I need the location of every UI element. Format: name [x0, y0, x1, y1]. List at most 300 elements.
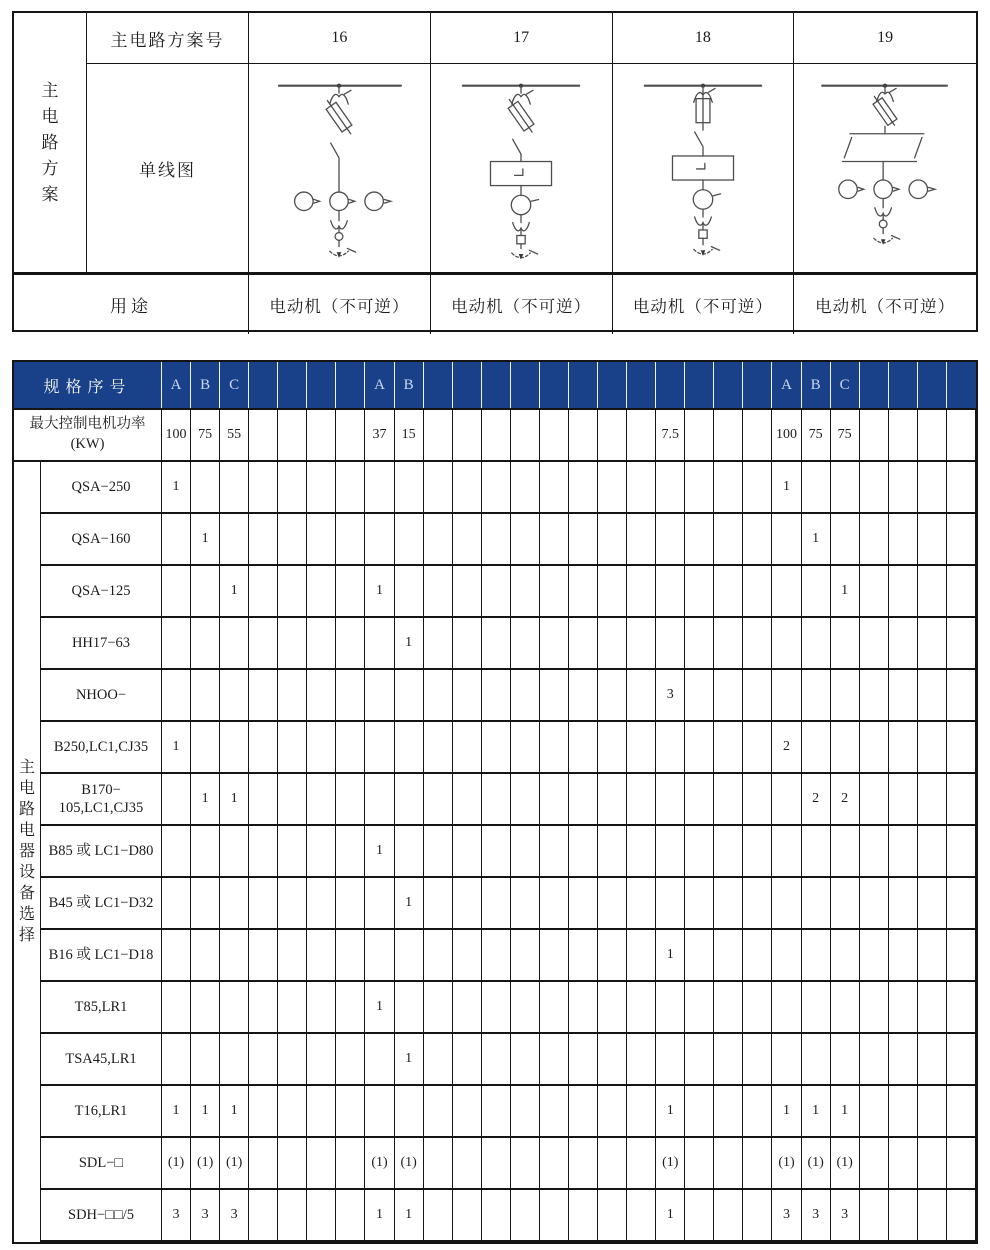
spec-value-cell	[860, 618, 889, 670]
spec-value-cell	[191, 462, 220, 514]
equipment-label: T85,LR1	[41, 982, 162, 1034]
spec-column-letter	[336, 362, 365, 408]
usage-cell-17: 电动机（不可逆）	[431, 275, 613, 334]
spec-column-letter	[540, 362, 569, 408]
spec-value-cell	[453, 774, 482, 826]
spec-value-cell	[772, 670, 801, 722]
spec-value-cell	[860, 514, 889, 566]
power-value-cell: 75	[831, 410, 860, 462]
spec-value-cell	[191, 982, 220, 1034]
spec-value-cell	[598, 774, 627, 826]
spec-value-cell	[424, 878, 453, 930]
spec-value-cell	[482, 774, 511, 826]
spec-value-cell: 1	[831, 1086, 860, 1138]
spec-value-cell	[307, 774, 336, 826]
scheme-no-17: 17	[431, 13, 613, 64]
equipment-label: QSA−250	[41, 462, 162, 514]
spec-value-cell	[802, 462, 831, 514]
spec-value-cell	[889, 930, 918, 982]
spec-value-cell	[395, 1086, 424, 1138]
spec-value-cell	[569, 1034, 598, 1086]
spec-value-cell	[802, 722, 831, 774]
spec-value-cell	[249, 826, 278, 878]
spec-value-cell	[395, 462, 424, 514]
spec-value-cell	[511, 982, 540, 1034]
scheme-vertical-label	[14, 13, 87, 275]
spec-value-cell	[482, 878, 511, 930]
spec-value-cell	[802, 878, 831, 930]
spec-value-cell	[220, 618, 249, 670]
power-value-cell	[569, 410, 598, 462]
spec-value-cell	[511, 566, 540, 618]
spec-value-cell	[889, 514, 918, 566]
spec-value-cell	[831, 930, 860, 982]
spec-value-cell	[278, 774, 307, 826]
spec-value-cell	[714, 722, 743, 774]
power-value-cell	[627, 410, 656, 462]
spec-value-cell	[365, 774, 394, 826]
spec-value-cell	[598, 722, 627, 774]
spec-value-cell	[278, 1138, 307, 1190]
spec-value-cell	[860, 462, 889, 514]
spec-value-cell	[307, 826, 336, 878]
spec-value-cell	[424, 618, 453, 670]
spec-value-cell	[540, 1086, 569, 1138]
spec-value-cell	[831, 618, 860, 670]
spec-value-cell	[511, 462, 540, 514]
spec-value-cell	[511, 1086, 540, 1138]
spec-value-cell	[743, 1190, 772, 1242]
spec-column-letter	[511, 362, 540, 408]
spec-value-cell	[656, 618, 685, 670]
spec-value-cell: 2	[772, 722, 801, 774]
spec-value-cell	[249, 722, 278, 774]
power-value-cell	[511, 410, 540, 462]
spec-value-cell	[802, 618, 831, 670]
spec-value-cell: 1	[395, 878, 424, 930]
spec-value-cell: 3	[162, 1190, 191, 1242]
spec-value-cell	[714, 1086, 743, 1138]
spec-value-cell: (1)	[802, 1138, 831, 1190]
spec-value-cell	[947, 1138, 976, 1190]
spec-value-cell	[278, 1034, 307, 1086]
spec-value-cell	[743, 566, 772, 618]
spec-value-cell	[482, 1034, 511, 1086]
spec-value-cell	[627, 826, 656, 878]
spec-value-cell: 1	[395, 618, 424, 670]
diagram-cell-17	[431, 64, 613, 275]
spec-value-cell	[627, 1190, 656, 1242]
spec-value-cell	[860, 774, 889, 826]
spec-value-cell: 3	[831, 1190, 860, 1242]
spec-value-cell	[307, 462, 336, 514]
spec-value-cell	[772, 514, 801, 566]
spec-value-cell	[365, 670, 394, 722]
spec-value-cell	[540, 618, 569, 670]
spec-value-cell	[918, 670, 947, 722]
spec-value-cell	[627, 722, 656, 774]
spec-value-cell	[743, 930, 772, 982]
spec-column-letter	[249, 362, 278, 408]
spec-value-cell: (1)	[656, 1138, 685, 1190]
spec-value-cell: 1	[162, 722, 191, 774]
power-value-cell	[540, 410, 569, 462]
spec-value-cell: 2	[802, 774, 831, 826]
spec-value-cell	[714, 566, 743, 618]
spec-value-cell	[191, 930, 220, 982]
spec-value-cell	[540, 774, 569, 826]
spec-value-cell	[569, 878, 598, 930]
spec-value-cell	[336, 670, 365, 722]
spec-value-cell	[656, 826, 685, 878]
spec-value-cell	[191, 722, 220, 774]
power-value-cell	[918, 410, 947, 462]
spec-column-letter: A	[772, 362, 801, 408]
spec-value-cell	[249, 618, 278, 670]
usage-cell-18: 电动机（不可逆）	[613, 275, 795, 334]
usage-cell-16: 电动机（不可逆）	[249, 275, 431, 334]
spec-column-letter	[918, 362, 947, 408]
spec-value-cell	[365, 878, 394, 930]
spec-column-letter	[627, 362, 656, 408]
spec-value-cell	[278, 982, 307, 1034]
spec-value-cell	[627, 982, 656, 1034]
spec-value-cell	[918, 1190, 947, 1242]
spec-value-cell	[802, 1034, 831, 1086]
spec-value-cell	[482, 826, 511, 878]
scheme-no-19: 19	[794, 13, 976, 64]
vertical-label-char: 电	[41, 107, 59, 126]
spec-value-cell	[307, 566, 336, 618]
spec-value-cell	[918, 514, 947, 566]
spec-value-cell	[191, 670, 220, 722]
spec-column-letter: C	[220, 362, 249, 408]
spec-value-cell	[627, 930, 656, 982]
spec-value-cell	[947, 670, 976, 722]
spec-value-cell	[278, 514, 307, 566]
spec-column-letter	[424, 362, 453, 408]
spec-value-cell	[918, 1086, 947, 1138]
spec-value-cell	[336, 618, 365, 670]
spec-value-cell	[307, 1034, 336, 1086]
vertical-label-char: 主	[41, 81, 59, 100]
spec-value-cell	[685, 774, 714, 826]
spec-value-cell	[249, 670, 278, 722]
spec-value-cell: 1	[162, 462, 191, 514]
spec-value-cell	[947, 1190, 976, 1242]
spec-value-cell	[424, 982, 453, 1034]
spec-column-letter: B	[802, 362, 831, 408]
spec-value-cell: 3	[191, 1190, 220, 1242]
spec-value-cell	[511, 930, 540, 982]
equipment-label: SDH−□□/5	[41, 1190, 162, 1242]
spec-value-cell	[307, 1086, 336, 1138]
spec-value-cell	[249, 462, 278, 514]
spec-value-cell: 3	[772, 1190, 801, 1242]
spec-value-cell	[831, 514, 860, 566]
power-value-cell	[685, 410, 714, 462]
spec-value-cell	[162, 930, 191, 982]
spec-value-cell	[831, 826, 860, 878]
spec-value-cell	[307, 1138, 336, 1190]
spec-value-cell	[453, 1138, 482, 1190]
spec-value-cell	[249, 1138, 278, 1190]
spec-value-cell	[220, 826, 249, 878]
spec-value-cell	[860, 878, 889, 930]
spec-value-cell	[598, 1138, 627, 1190]
spec-value-cell	[714, 774, 743, 826]
spec-value-cell	[336, 1138, 365, 1190]
spec-value-cell: (1)	[831, 1138, 860, 1190]
spec-value-cell	[918, 722, 947, 774]
spec-value-cell: 3	[802, 1190, 831, 1242]
spec-value-cell	[307, 982, 336, 1034]
spec-value-cell	[685, 1086, 714, 1138]
spec-value-cell	[918, 1034, 947, 1086]
spec-value-cell	[889, 1034, 918, 1086]
spec-value-cell	[162, 878, 191, 930]
spec-value-cell	[860, 1034, 889, 1086]
spec-value-cell	[453, 618, 482, 670]
spec-value-cell	[947, 1034, 976, 1086]
spec-value-cell	[569, 1086, 598, 1138]
spec-value-cell	[453, 514, 482, 566]
spec-value-cell	[162, 774, 191, 826]
spec-value-cell	[656, 1034, 685, 1086]
spec-value-cell	[278, 878, 307, 930]
spec-value-cell	[860, 826, 889, 878]
spec-value-cell	[918, 930, 947, 982]
spec-value-cell	[540, 1190, 569, 1242]
spec-value-cell	[656, 878, 685, 930]
spec-value-cell	[540, 722, 569, 774]
spec-value-cell	[685, 1034, 714, 1086]
spec-value-cell	[918, 566, 947, 618]
diagram-cell-19	[794, 64, 976, 275]
spec-value-cell	[453, 878, 482, 930]
spec-value-cell	[743, 1138, 772, 1190]
spec-value-cell	[714, 878, 743, 930]
spec-value-cell: 1	[220, 1086, 249, 1138]
spec-value-cell: 1	[772, 462, 801, 514]
spec-value-cell	[220, 670, 249, 722]
spec-value-cell	[307, 878, 336, 930]
spec-value-cell	[278, 566, 307, 618]
spec-value-cell: 1	[656, 930, 685, 982]
spec-value-cell	[860, 1190, 889, 1242]
spec-value-cell	[860, 722, 889, 774]
vertical-label-char: 电	[18, 780, 35, 797]
spec-value-cell	[191, 618, 220, 670]
spec-value-cell	[191, 878, 220, 930]
spec-column-letter: B	[191, 362, 220, 408]
spec-value-cell	[860, 1086, 889, 1138]
power-value-cell	[307, 410, 336, 462]
spec-value-cell	[743, 462, 772, 514]
spec-value-cell	[743, 878, 772, 930]
spec-value-cell	[889, 1086, 918, 1138]
spec-value-cell	[947, 722, 976, 774]
spec-value-cell	[249, 566, 278, 618]
spec-value-cell	[569, 774, 598, 826]
spec-value-cell	[714, 930, 743, 982]
equipment-label: B85 或 LC1−D80	[41, 826, 162, 878]
spec-header-label: 规格序号	[14, 362, 162, 408]
power-value-cell	[743, 410, 772, 462]
spec-value-cell	[860, 1138, 889, 1190]
spec-value-cell	[598, 930, 627, 982]
spec-value-cell: 1	[220, 774, 249, 826]
spec-value-cell: 1	[162, 1086, 191, 1138]
spec-value-cell	[714, 1190, 743, 1242]
spec-value-cell	[278, 1190, 307, 1242]
scheme-no-label-cell: 主电路方案号	[87, 13, 249, 64]
equipment-label: T16,LR1	[41, 1086, 162, 1138]
single-line-diagram-scheme-18	[617, 68, 789, 268]
spec-value-cell	[336, 982, 365, 1034]
spec-value-cell	[336, 514, 365, 566]
spec-value-cell	[482, 670, 511, 722]
spec-value-cell	[831, 462, 860, 514]
spec-value-cell	[598, 670, 627, 722]
power-value-cell	[482, 410, 511, 462]
spec-value-cell	[424, 566, 453, 618]
spec-value-cell	[249, 982, 278, 1034]
spec-value-cell: 1	[395, 1034, 424, 1086]
power-value-cell: 100	[772, 410, 801, 462]
spec-value-cell: 2	[831, 774, 860, 826]
spec-value-cell	[714, 826, 743, 878]
spec-value-cell	[569, 618, 598, 670]
spec-value-cell	[947, 982, 976, 1034]
spec-value-cell	[685, 618, 714, 670]
spec-value-cell: 1	[365, 982, 394, 1034]
spec-value-cell	[889, 1190, 918, 1242]
spec-column-letter: A	[162, 362, 191, 408]
spec-value-cell: 1	[191, 514, 220, 566]
spec-value-cell	[627, 670, 656, 722]
spec-column-letter	[743, 362, 772, 408]
spec-column-letter	[482, 362, 511, 408]
spec-value-cell	[249, 1190, 278, 1242]
vertical-label-char: 方	[41, 159, 59, 178]
spec-value-cell	[685, 670, 714, 722]
spec-value-cell	[220, 982, 249, 1034]
spec-value-cell	[395, 826, 424, 878]
spec-value-cell	[947, 930, 976, 982]
spec-value-cell	[162, 1034, 191, 1086]
spec-value-cell	[395, 982, 424, 1034]
spec-value-cell	[307, 930, 336, 982]
spec-value-cell	[569, 514, 598, 566]
power-value-cell	[714, 410, 743, 462]
spec-value-cell	[918, 774, 947, 826]
spec-value-cell	[772, 930, 801, 982]
spec-value-cell	[482, 982, 511, 1034]
spec-value-cell	[453, 1190, 482, 1242]
power-value-cell	[598, 410, 627, 462]
power-value-cell	[278, 410, 307, 462]
usage-label-cell: 用途	[14, 275, 249, 334]
spec-value-cell: (1)	[365, 1138, 394, 1190]
spec-column-letter: B	[395, 362, 424, 408]
spec-value-cell	[540, 930, 569, 982]
spec-value-cell	[365, 1086, 394, 1138]
equipment-label: QSA−125	[41, 566, 162, 618]
spec-value-cell	[278, 1086, 307, 1138]
spec-value-cell	[540, 1034, 569, 1086]
spec-value-cell	[249, 514, 278, 566]
spec-value-cell	[743, 722, 772, 774]
spec-value-cell	[482, 462, 511, 514]
spec-value-cell: 1	[772, 1086, 801, 1138]
spec-value-cell	[743, 982, 772, 1034]
spec-value-cell	[831, 722, 860, 774]
spec-value-cell: 1	[191, 774, 220, 826]
spec-value-cell	[540, 670, 569, 722]
spec-value-cell	[453, 722, 482, 774]
spec-value-cell	[511, 1138, 540, 1190]
spec-value-cell	[743, 826, 772, 878]
spec-value-cell	[802, 982, 831, 1034]
spec-value-cell	[569, 670, 598, 722]
spec-value-cell: 3	[656, 670, 685, 722]
spec-value-cell	[772, 618, 801, 670]
spec-value-cell	[860, 982, 889, 1034]
spec-value-cell	[569, 1138, 598, 1190]
spec-vertical-label	[14, 462, 41, 1242]
scheme-no-18: 18	[613, 13, 795, 64]
spec-column-letter	[947, 362, 976, 408]
spec-value-cell	[947, 514, 976, 566]
spec-value-cell	[569, 826, 598, 878]
spec-value-cell	[482, 1086, 511, 1138]
power-value-cell: 15	[395, 410, 424, 462]
equipment-label: TSA45,LR1	[41, 1034, 162, 1086]
spec-value-cell	[918, 618, 947, 670]
spec-value-cell	[511, 878, 540, 930]
spec-value-cell	[743, 618, 772, 670]
spec-value-cell	[336, 878, 365, 930]
spec-value-cell	[511, 774, 540, 826]
vertical-label-char: 主	[18, 759, 35, 776]
spec-value-cell	[714, 462, 743, 514]
spec-value-cell	[569, 982, 598, 1034]
equipment-label: NHOO−	[41, 670, 162, 722]
spec-value-cell	[685, 930, 714, 982]
power-value-cell: 55	[220, 410, 249, 462]
spec-value-cell	[220, 514, 249, 566]
spec-value-cell	[947, 566, 976, 618]
spec-value-cell	[889, 878, 918, 930]
spec-value-cell	[220, 1034, 249, 1086]
power-value-cell	[889, 410, 918, 462]
spec-value-cell	[598, 1190, 627, 1242]
spec-value-cell	[889, 670, 918, 722]
spec-value-cell	[249, 930, 278, 982]
spec-value-cell	[307, 670, 336, 722]
spec-value-cell	[336, 1034, 365, 1086]
spec-value-cell	[685, 462, 714, 514]
spec-value-cell	[889, 566, 918, 618]
spec-value-cell	[743, 670, 772, 722]
spec-value-cell	[802, 566, 831, 618]
spec-column-letter	[307, 362, 336, 408]
single-line-diagram-scheme-19	[799, 68, 971, 268]
spec-value-cell	[685, 566, 714, 618]
power-label-line1: 最大控制电机功率	[29, 416, 146, 433]
spec-value-cell	[191, 566, 220, 618]
